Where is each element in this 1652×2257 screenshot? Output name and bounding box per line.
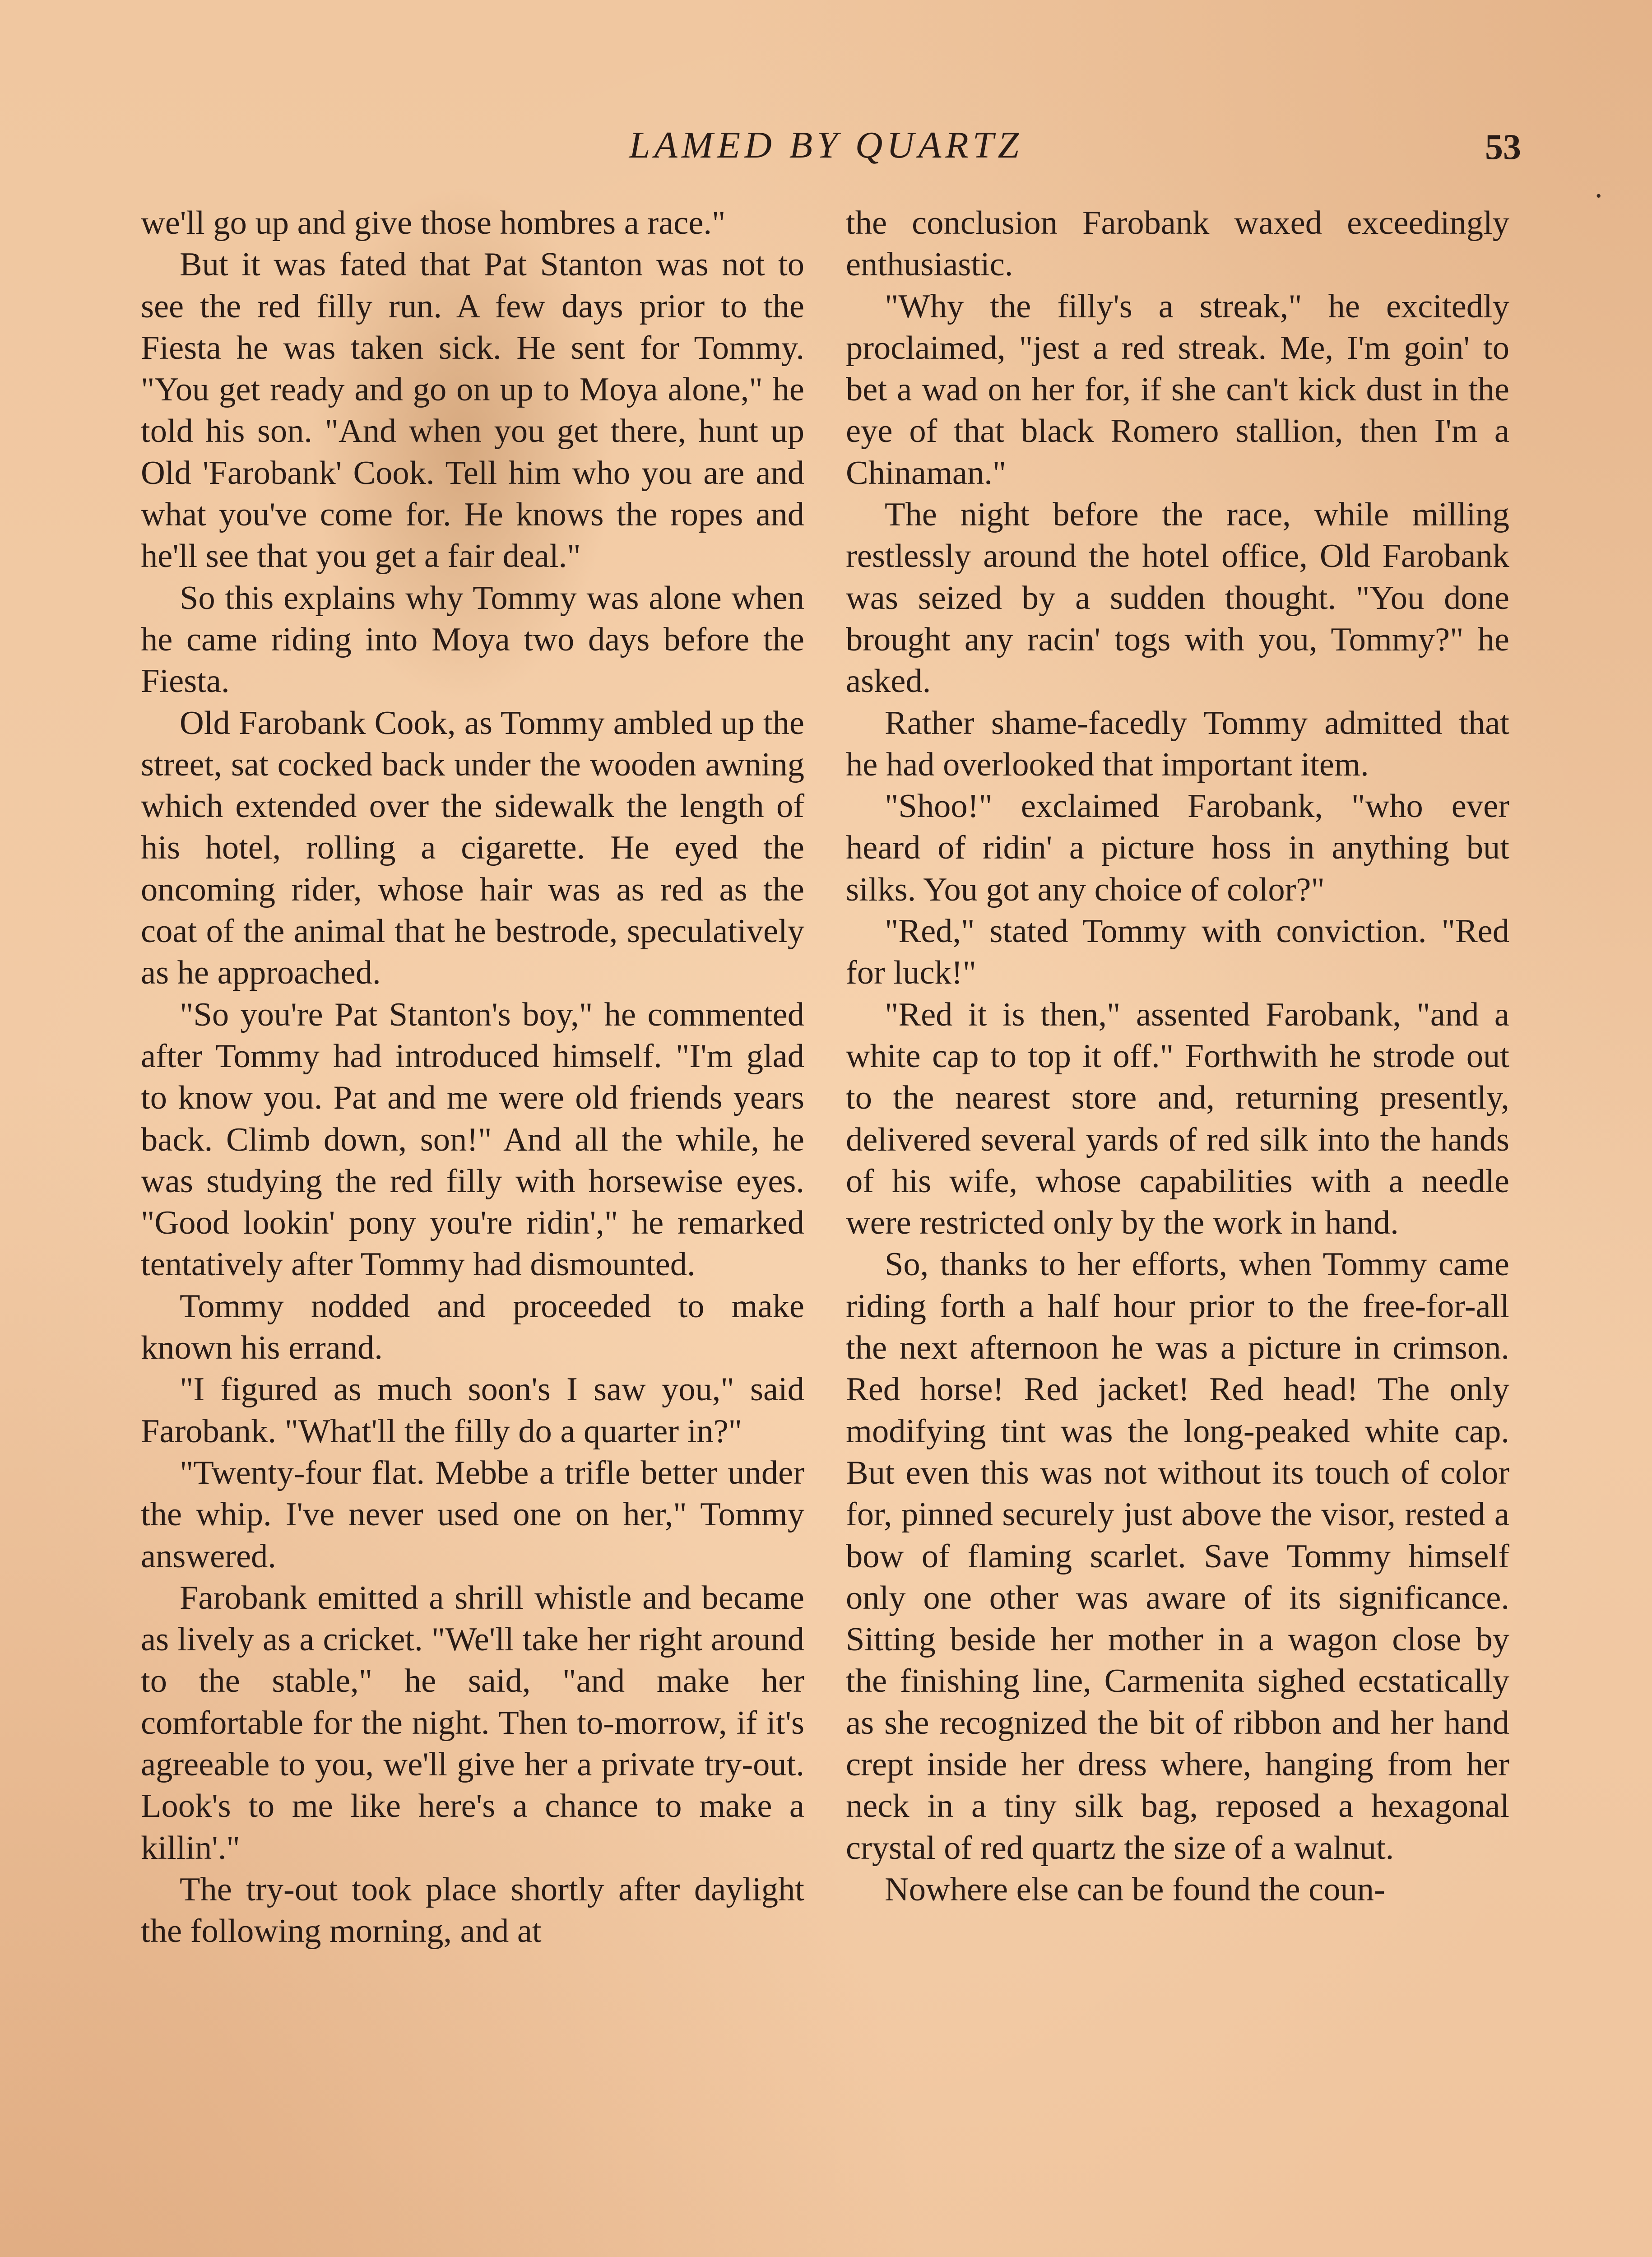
running-title: LAMED BY QUARTZ (629, 124, 1023, 166)
paragraph: "I figured as much soon's I saw you," said Farobank. "What'll the filly do a quarter in?" (141, 1371, 804, 1450)
paragraph: "Red," stated Tommy with conviction. "Red for luck!" (846, 913, 1509, 992)
page-number: 53 (1485, 127, 1521, 167)
ink-speck: · (1593, 179, 1604, 214)
paragraph: we'll go up and give those hombres a race." (141, 204, 726, 241)
paragraph: Farobank emitted a shrill whistle and became as lively as a cricket. "We'll take her right around to the stable," he said, "and make her comfortable for the night. Then to-morrow, if it's agreeable to you, we'll give her a private try-out. Look's to me like here's a chance to make a killin'." (141, 1579, 804, 1867)
paragraph: "So you're Pat Stanton's boy," he commented after Tommy had introduced himself. "I'm glad to know you. Pat and me were old friends years back. Climb down, son!" And all the while, he was studying the red filly with horsewise eyes. "Good lookin' pony you're ridin'," he remarked tentatively after Tommy had dismounted. (141, 996, 804, 1283)
paragraph: The try-out took place shortly after daylight the following morning, and at (141, 1871, 804, 1950)
text-column-right (846, 202, 1509, 1910)
paragraph: The night before the race, while milling restlessly around the hotel office, Old Farobank was seized by a sudden thought. "You done brought any racin' togs with you, Tommy?" he asked. (846, 496, 1509, 700)
paragraph: Nowhere else can be found the coun- (885, 1871, 1385, 1908)
paragraph: So, thanks to her efforts, when Tommy came riding forth a half hour prior to the free-for-all the next afternoon he was a picture in crimson. Red horse! Red jacket! Red head! The only modifying tint was the long-peaked white cap. But even this was not without its touch of color for, pinned securely just above the visor, rested a bow of flaming scarlet. Save Tommy himself only one other was aware of its significance. Sitting beside her mother in a wagon close by the finishing line, Carmenita sighed ecstatically as she recognized the bit of ribbon and her hand crept inside her dress where, hanging from her neck in a tiny silk bag, reposed a hexagonal crystal of red quartz the size of a walnut. (846, 1246, 1509, 1867)
paragraph: "Red it is then," assented Farobank, "and a white cap to top it off." Forthwith he strode out to the nearest store and, returning presently, delivered several yards of red silk into the hands of his wife, whose capabilities with a needle were restricted only by the work in hand. (846, 996, 1509, 1242)
paragraph: Old Farobank Cook, as Tommy ambled up the street, sat cocked back under the wooden awning which extended over the sidewalk the length of his hotel, rolling a cigarette. He eyed the oncoming rider, whose hair was as red as the coat of the animal that he bestrode, speculatively as he approached. (141, 704, 804, 992)
paragraph: Tommy nodded and proceeded to make known his errand. (141, 1287, 804, 1367)
text-column-left (141, 202, 804, 1952)
paragraph: "Shoo!" exclaimed Farobank, "who ever heard of ridin' a picture hoss in anything but silks. You got any choice of color?" (846, 788, 1509, 908)
paragraph: Rather shame-facedly Tommy admitted that he had overlooked that important item. (846, 704, 1509, 783)
paragraph: "Twenty-four flat. Mebbe a trifle better under the whip. I've never used one on her," Tommy answered. (141, 1454, 804, 1575)
paragraph: "Why the filly's a streak," he excitedly proclaimed, "jest a red streak. Me, I'm goin' to bet a wad on her for, if she can't kick dust in the eye of that black Romero stallion, then I'm a Chinaman." (846, 288, 1509, 492)
paragraph: But it was fated that Pat Stanton was not to see the red filly run. A few days prior to the Fiesta he was taken sick. He sent for Tommy. "You get ready and go on up to Moya alone," he told his son. "And when you get there, hunt up Old 'Farobank' Cook. Tell him who you are and what you've come for. He knows the ropes and he'll see that you get a fair deal." (141, 246, 804, 575)
paragraph: So this explains why Tommy was alone when he came riding into Moya two days before the Fiesta. (141, 579, 804, 700)
paragraph: the conclusion Farobank waxed exceedingly enthusiastic. (846, 204, 1509, 283)
